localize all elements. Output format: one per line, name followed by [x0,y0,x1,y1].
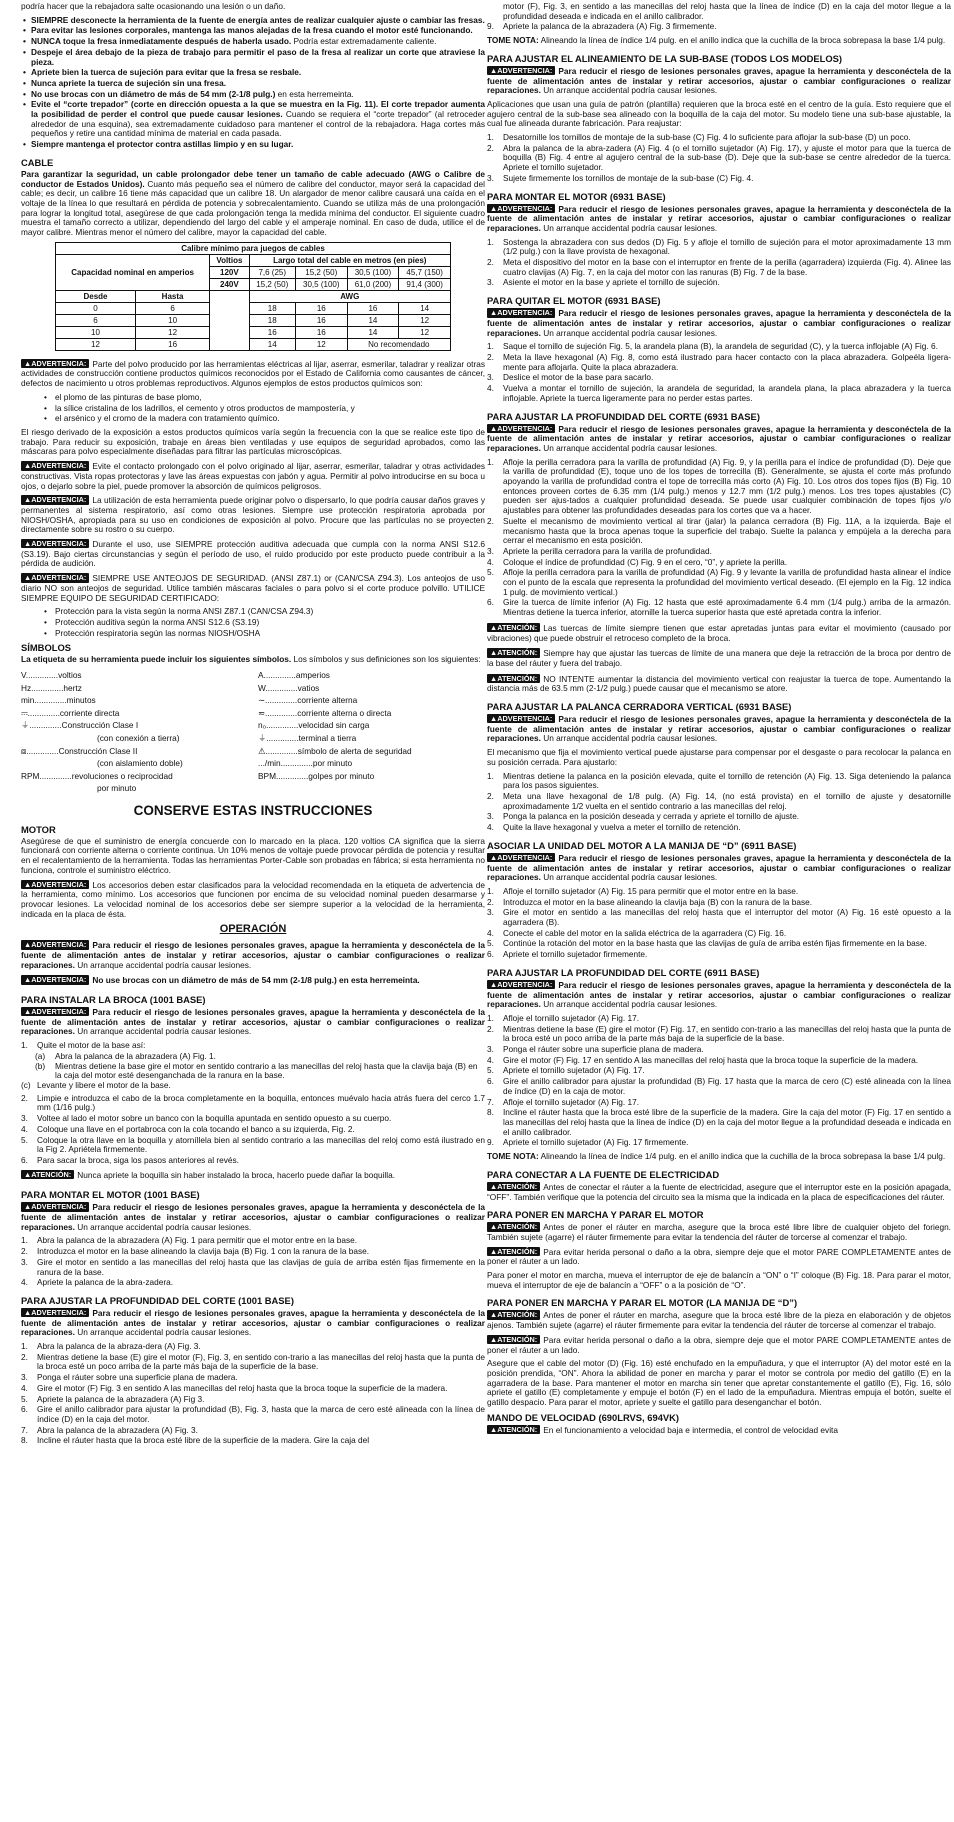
motor-text: Asegúrese de que el suministro de energía concuerde con lo marcado en la placa. 120 voltios CA significa que la sierra funcionará con corriente alterna o corriente continua. Un 10% menos de voltaje puede provocar pérdida de potencia y resultar en el recalentamiento de la herramienta. Todas las herramientas Porter-Cable son probadas en fábrica; si esta herramienta no funciona, controle el suministro eléctrico. [21,835,485,875]
motor-heading: MOTOR [21,823,56,835]
list-item: 1. Afloje el tornillo sujetador (A) Fig. 15 para permitir que el motor entre en la base. [487,885,799,896]
symbol-row: V..............voltios [21,670,82,681]
list-item: 4. Vuelva a montar el tornillo de sujeción, la arandela de seguridad, la arandela plana, la placa abrazadera y la tuerca inflojable. Apriete la tuerca ligeramente para no perder estas partes. [487,383,951,403]
warning-badge: ▲ADVERTENCIA: [487,714,555,723]
list-item: 5. Coloque la otra llave en la boquilla y atorníllela bien al sentido contrario a las manecillas del reloj como está ilustrado en la Fig 2. Apriétela firmemente. [21,1134,485,1155]
caution-power: ▲ATENCIÓN: Antes de conectar el ráuter a la fuente de electricidad, asegure que el interruptor este en la posición apagada, “OFF”. También verifique que la potencia del circuito sea la misma que la indicada en la placa de especificaciones del ráuter. [487,1181,951,1202]
table-cell: 16 [295,302,347,314]
list-item: 9. Apriete el tornillo sujetador (A) Fig. 17 firmemente. [487,1137,689,1148]
warning-badge: ▲ADVERTENCIA: [21,359,89,368]
table-cell: 15,2 (50) [295,266,347,278]
list-item: • SIEMPRE desconecte la herramienta de la fuente de energía antes de realizar cualquier ajuste o cambiar las fresas. [21,16,485,26]
list-item: 7. Abra la palanca de la abrazadera (A) Fig. 3. [21,1424,198,1435]
caution-badge: ▲ATENCIÓN: [487,1310,540,1319]
list-item: 8. Incline el ráuter hasta que la broca esté libre de la superficie de la madera. Gire la caja del [21,1435,370,1446]
warning-disconnect: ▲ADVERTENCIA: Para reducir el riesgo de lesiones personales graves, apague la herramienta y desconéctela de la fuente de alimentación antes de instalar y retirar accesorios, ajustar o cambiar configuraciones o realizar reparaciones. Un arranque accidental podría causar lesiones. [21,940,485,970]
warning-badge: ▲ADVERTENCIA: [487,424,555,433]
list-item: 5. Afloje la perilla cerradora para la varilla de profundidad (A) Fig. 9 y levante la varilla de profundidad hasta alinear el índice con el punto de la escala que representa la profundidad del movimiento vertical deseado. (El ejemplo en la Fig. 12 indica 1 pulg. de movimiento vertical.) [487,567,951,597]
list-item: • Apriete bien la tuerca de sujeción para evitar que la fresa se resbale. [21,68,485,78]
table-120v: 120V [210,266,249,278]
caution-badge: ▲ATENCIÓN: [487,1425,540,1434]
symbol-glyph: Hz [21,682,32,693]
table-cell: 10 [135,314,209,326]
list-item: 3. Ponga el ráuter sobre una superficie plana de madera. [487,1044,704,1055]
depth-6911-steps [487,1014,951,1148]
list-item: 2. Mientras detiene la base (E) gire el motor (F) Fig. 17, en sentido con-trario a las manecillas del reloj hasta que la punta de la broca esté un poco arriba de la parte más baja de la superficie de la base. [487,1023,951,1044]
symbol-glyph: ∼ [258,695,265,706]
caution-retraction: ▲ATENCIÓN: Siempre hay que ajustar las tuercas de límite de una manera que deje la retracción de la broca por dentro de la base del ráuter y fuera del trabajo. [487,648,951,668]
mount-6931-steps [487,238,951,289]
symbol-row: ⚠..............símbolo de alerta de seguridad [258,745,412,756]
symbol-row: ⏚..............terminal a tierra [258,733,357,744]
warning-badge: ▲ADVERTENCIA: [21,1007,89,1016]
warning-disconnect: ▲ADVERTENCIA: Para reducir el riesgo de lesiones personales graves, apague la herramienta y desconéctela de la fuente de alimentación antes de instalar y retirar accesorios, ajustar o cambiar configuraciones o realizar reparaciones. Un arranque accidental podría causar lesiones. [487,423,951,453]
symbol-glyph: ⏚ [21,720,30,731]
warning-bit-size: ▲ADVERTENCIA: No use brocas con un diámetro de más de 54 mm (2-1/8 pulg.) en esta herremeinta. [21,975,485,986]
start-stop-d-text: Asegure que el cable del motor (D) (Fig. 16) esté enchufado en la empuñadura, y que el interruptor (A) del motor esté en la posición prendida, “ON”. Ahora la abilidad de poner en marcha y parar el motor se controla por medio del gatillo (E) en la agarradera de la base. Para mantener el motor en marcha sin tener que apretar constantemente el gatillo (E), Fig. 16, sólo apriete el gatillo (E) completamente y empuje el botón (F) en el lado de la empuñadura. Mientras empuja el botón, suelte el gatillo despacio. Para parar el motor, apriete y suelte el gatillo para desenganchar el botón. [487,1358,951,1408]
operation-title: OPERACIÓN [219,923,287,936]
table-cell: 0 [56,302,136,314]
left-column [21,2,485,1450]
list-item: 4. Gire el motor (F) Fig. 3 en sentido A las manecillas del reloj hasta que la broca toque la superficie de la madera. [21,1382,448,1393]
lever-steps [487,772,951,833]
list-item: 5. Apriete el tornillo sujetador (A) Fig. 17. [487,1065,645,1076]
list-item: 2. Suelte el mecanismo de movimiento vertical al tirar (jalar) la palanca cerradora (B) Fig. 11A, a la izquierda. Baje el mecanismo hasta que la broca apenas toque la superficie del trabajo. Suelte la palanca y empújela a la derecha para cerrar el mecanismo en esta posición. [487,515,951,546]
table-240v: 240V [210,278,249,290]
table-cap-header: Capacidad nominal en amperios [56,254,210,290]
list-item: • NUNCA toque la fresa inmediatamente después de haberla usado. Podría estar extremadamente caliente. [21,37,485,47]
list-item: 2. Introduzca el motor en la base alineando la clavija baja (B) con la ranura de la base. [487,896,813,907]
warning-eyewear: ▲ADVERTENCIA: SIEMPRE USE ANTEOJOS DE SEGURIDAD. (ANSI Z87.1) or (CAN/CSA Z94.3). Los anteojos de uso diario NO son anteojos de seguridad. Utilice también máscaras faciales o para polvo si el corte produce polvillo. UTILICE SIEMPRE EQUIPO DE SEGURIDAD CERTIFICADO: [21,573,485,603]
symbol-row: (con aislamiento doble) [97,758,183,769]
caution-travel: ▲ATENCIÓN: NO INTENTE aumentar la distancia del movimiento vertical con reajustar la tuerca de tope. Aumentando la distancia más de 63.5 mm (2-1/2 pulg.) puede causar que el mecanismo se atore. [487,673,951,694]
table-cell: 14 [249,338,295,350]
symbol-row: ⎓..............corriente directa [21,707,120,718]
list-item: 8. Incline el ráuter hasta que la broca esté libre de la superficie de la madera. Gire la caja del motor (F) Fig. 17 en sentido a las manecillas del reloj hasta que la línea de índice (D) en la caja del motor llegue a la profundidad deseada e indicada en el anillo calibrador. [487,1107,951,1137]
start-stop-heading: PARA PONER EN MARCHA Y PARAR EL MOTOR [487,1209,704,1221]
table-cell: 14 [347,326,399,338]
symbol-glyph: W [258,682,266,693]
list-item: 4. Conecte el cable del motor en la salida eléctrica de la agarradera (C) Fig. 16. [487,927,787,938]
symbol-row: A..............amperios [258,670,330,681]
symbol-glyph: n₀ [258,720,267,731]
remove-6931-steps [487,342,951,403]
list-item: 7. Afloje el tornillo sujetador (A) Fig. 17. [487,1096,640,1107]
table-cell: 12 [56,338,136,350]
power-heading: PARA CONECTAR A LA FUENTE DE ELECTRICIDAD [487,1168,720,1180]
mount-motor-1001-heading: PARA MONTAR EL MOTOR (1001 BASE) [21,1189,200,1201]
table-row [56,302,451,314]
list-item: • Siempre mantenga el protector contra astillas limpio y en su lugar. [21,140,485,150]
list-item: • Protección para la vista según la norma ANSI Z87.1 (CAN/CSA Z94.3) [41,607,485,617]
list-item: 2. Meta la llave hexagonal (A) Fig. 8, como está ilustrado para hacer contacto con la placa abrazadera. Golpeéla ligera-mente para aflojarla. Quite la placa abrazadera. [487,351,951,372]
lever-text: El mecanismo que fija el movimiento vertical puede ajustarse para compensar por el desgaste o para recolocar la palanca en su posición cerrada. Para ajustarlo: [487,747,951,767]
list-item: 2. Meta una llave hexagonal de 1/8 pulg. (A) Fig. 14, (no está provista) en el tornillo de ajuste y desatornille aproximadamente 1/2 vuelta en el sentido contrario a las manecillas del reloj. [487,791,951,811]
list-item: 2. Limpie e introduzca el cabo de la broca completamente en la boquilla, entonces muévalo hacia atrás fuera del cerco 1.7 mm (1/16 pulg.) [21,1092,485,1113]
caution-start: ▲ATENCIÓN: Antes de poner el ráuter en marcha, asegure que la broca esté libre libre de cualquier objeto del foriegn. También sujete (agarre) el ráuter firmemente para evitar la tendencia del ráuter de torcerse al comenzar el trabajo. [487,1222,951,1242]
cable-heading: CABLE [21,156,54,168]
list-item: 4. Coloque el índice de profundidad (C) Fig. 9 en el cero, “0”, y apriete la perilla. [487,556,788,567]
install-bit-steps-cont [21,1081,485,1091]
list-item: 1. Afloje la perilla cerradora para la varilla de profundidad (A) Fig. 9, y la perilla para el índice de profundidad (D). Deje que la varilla de profundidad (E), toque uno de los topes de torrecilla (B). Generalmente, se ajusta el corte más profundo apoyando la varilla de profundidad contra el tope de torrecilla más corto (A) Fig. 10. Los otros dos topes fijos (B) Fig. 10 entonces proveen cortes de 6.35 mm (1/4 pulg.) menos y 12.7 mm (1/2 pulg.) menos. Los tres topes ajustables (C) pueden ser ajus-tados a cualquier profundidad deseada. Se puede usar cualquier combinación de topes fijos y/o ajustables para obtener las profundidades deseadas para los cortes que va a hacer. [487,456,951,516]
install-bit-steps [21,1041,485,1051]
symbol-glyph: ⏚ [258,733,267,744]
symbol-glyph: ⎓ [21,707,28,718]
list-item: • Nunca apriete la tuerca de sujeción sin una fresa. [21,79,485,89]
list-item: 3. Apriete la perilla cerradora para la varilla de profundidad. [487,545,712,556]
warning-dust-contact: ▲ADVERTENCIA: Evite el contacto prolongado con el polvo originado al lijar, aserrar, esmerilar, taladrar y otras actividades constructivas. Vista ropas protectoras y lave las áreas expuestas con jabón y agua. Permitir al polvo introducirse en su boca u ojos, o dejarlo sobre la piel, puede promover la absorción de químicos peligrosos. [21,461,485,491]
start-stop-text: Para poner el motor en marcha, mueva el interruptor de eje de balancín a “ON” o “I” coloque (B) Fig. 18. Para parar el motor, mueva el interruptor de eje de balancín a “OFF” o a la posición de “O”. [487,1270,951,1290]
caution-stop-d: ▲ATENCIÓN: Para evitar herida personal o daño a la obra, siempre deje que el motor PARE COMPLETAMENTE antes de poner el ráuter a un lado. [487,1334,951,1355]
warning-badge: ▲ADVERTENCIA: [21,880,89,889]
warning-disconnect: ▲ADVERTENCIA: Para reducir el riesgo de lesiones personales graves, apague la herramienta y desconéctela de la fuente de alimentación antes de instalar y retirar accesorios, ajustar o cambiar configuraciones o realizar reparaciones. Un arranque accidental podría causar lesiones. [21,1202,485,1232]
subbase-heading: PARA AJUSTAR EL ALINEAMIENTO DE LA SUB-BASE (TODOS LOS MODELOS) [487,52,843,64]
list-item: 3. Ponga el ráuter sobre una superficie plana de madera. [21,1372,238,1383]
warning-disconnect: ▲ADVERTENCIA: Para reducir el riesgo de lesiones personales graves, apague la herramienta y desconéctela de la fuente de alimentación antes de instalar y retirar accesorios, ajustar o cambiar configuraciones o realizar reparaciones. Un arranque accidental podría causar lesiones. [487,65,951,96]
symbol-glyph: min [21,695,35,706]
list-item: 1. Quite el motor de la base así: [21,1040,146,1051]
warning-badge: ▲ADVERTENCIA: [21,495,89,504]
warning-badge: ▲ADVERTENCIA: [21,539,89,548]
list-item: 4. Apriete la palanca de la abra-zadera. [21,1277,174,1288]
depth-1001-steps-cont [487,2,951,32]
list-item: 3. Ponga la palanca en la posición deseada y cerrada y apriete el tornillo de ajuste. [487,811,800,822]
list-item: motor (F), Fig. 3, en sentido a las manecillas del reloj hasta que la línea de índice (D) en la caja del motor llegue a la profundidad deseada e indicada en el anillo calibrador. [503,1,951,21]
symbol-glyph: ≂ [258,707,265,718]
list-item: 1. Abra la palanca de la abrazadera (A) Fig. 1 para permitir que el motor entre en la base. [21,1235,358,1246]
list-item: 4. Quite la llave hexagonal y vuelva a meter el tornillo de retención. [487,822,741,833]
list-item: 6. Gire el anillo calibrador para ajustar la profundidad (B) Fig. 17 hasta que la marca de cero (C) esté alineada con la línea de índice (D) en la caja de motor. [487,1076,951,1096]
risk-text: El riesgo derivado de la exposición a estos productos químicos varía según la frecuencia con la que se realice este tipo de trabajo. Para reducir su exposición, trabaje en áreas bien ventiladas y use equipos de seguridad aprobados, como las máscaras para polvo especialmente diseñadas para filtrar las partículas microscópicas. [21,426,485,457]
warning-disconnect: ▲ADVERTENCIA: Para reducir el riesgo de lesiones personales graves, apague la herramienta y desconéctela de la fuente de alimentación antes de instalar y retirar accesorios, ajustar o cambiar configuraciones o realizar reparaciones. Un arranque accidental podría causar lesiones. [487,308,951,338]
list-item: • Protección auditiva según la norma ANSI S12.6 (S3.19) [41,618,485,628]
table-cell: 16 [295,314,347,326]
list-item: • el plomo de las pinturas de base plomo, [41,393,485,403]
install-substeps [35,1052,485,1081]
warning-badge: ▲ADVERTENCIA: [487,980,555,989]
table-cell: 16 [135,338,209,350]
table-cell: 30,5 (100) [295,278,347,290]
list-item: 3. Gire el motor en sentido a las manecillas del reloj hasta que el interruptor del motor (A) Fig. 16 esté opuesto a la agarradera (B). [487,907,951,928]
list-item: 5. Continúe la rotación del motor en la base hasta que las clavijas de guía de arriba estén fijas firmemente en la base. [487,938,927,949]
list-item: 1. Afloje el tornillo sujetador (A) Fig. 17. [487,1012,640,1023]
table-volts-header: Voltios [210,254,249,266]
intro-text: podría hacer que la rebajadora salte ocasionando una lesión o un daño. [21,1,286,11]
lever-heading: PARA AJUSTAR LA PALANCA CERRADORA VERTICAL (6931 BASE) [487,701,792,713]
warning-badge: ▲ADVERTENCIA: [21,1308,89,1317]
list-item: 6. Gire la tuerca de límite inferior (A) Fig. 12 hasta que esté aproximadamente 6.4 mm (1/4 pulg.) arriba de la armazón. Mientras detiene la tuerca inferior, atornille la tuerca superior hasta que esté apretada contra la inferior. [487,597,951,618]
warning-badge: ▲ADVERTENCIA: [487,204,555,213]
warning-disconnect: ▲ADVERTENCIA: Para reducir el riesgo de lesiones personales graves, apague la herramienta y desconéctela de la fuente de alimentación antes de instalar y retirar accesorios, ajustar o cambiar configuraciones o realizar reparaciones. Un arranque accidental podría causar lesiones. [21,1307,485,1338]
warning-badge: ▲ADVERTENCIA: [21,975,89,984]
list-item: • Despeje el área debajo de la pieza de trabajo para permitir el paso de la fresa al realizar un corte que atraviese la pieza. [21,48,485,67]
symbol-row: ⧈..............Construcción Clase II [21,745,138,756]
symbol-row: por minuto [97,783,137,794]
note-index: TOME NOTA: Alineando la línea de índice 1/4 pulg. en el anillo indica que la cuchilla de la broca sobrepasa la base 1/4 pulg. [487,35,946,46]
depth-1001-heading: PARA AJUSTAR LA PROFUNDIDAD DEL CORTE (1001 BASE) [21,1294,294,1306]
remove-6931-heading: PARA QUITAR EL MOTOR (6931 BASE) [487,295,661,307]
d-handle-heading: ASOCIAR LA UNIDAD DEL MOTOR A LA MANIJA DE “D” (6911 BASE) [487,839,797,851]
list-item: • el arsénico y el cromo de la madera con tratamiento químico. [41,414,485,424]
cable-text: Para garantizar la seguridad, un cable prolongador debe tener un tamaño de cable adecuado (AWG o Calibre de conductor de Estados Unidos). Cuanto más pequeño sea el número de calibre del conductor, mayor será la capacidad del cable; es decir, un calibre 16 tiene más capacidad que un calibre 18. Un alargador de menor calibre causará una caída en el voltaje de la línea lo que resultará en pérdida de potencia y sobrecalentamiento. Cuando se utiliza más de una prolongación para lograr la longitud total, asegúrese de que cada prolongación tenga la medida mínima del conductor. El siguiente cuadro muestra el tamaño correcto a utilizar, dependiendo del largo del cable y el amperaje nominal. En caso de duda, utilice el de mayor calibre. Mientras menor el número del calibre, mayor la capacidad del cable. [21,168,485,238]
list-item: (a) Abra la palanca de la abrazadera (A) Fig. 1. [35,1050,216,1061]
list-item: • Evite el “corte trepador” (corte en dirección opuesta a la que se muestra en la Fig. 11). El corte trepador aumenta la posibilidad de perder el control que puede causar lesiones. Cuando se requiera el “corte trepador” (al retroceder alrededor de una esquina), sea extremadamente cuidadoso para mantener el control de la rebajadora. Haga cortes más pequeños y retire una cantidad mínima de material en cada pasada. [21,100,485,139]
warning-disconnect: ▲ADVERTENCIA: Para reducir el riesgo de lesiones personales graves, apague la herramienta y desconéctela de la fuente de alimentación antes de instalar y retirar accesorios, ajustar o cambiar configuraciones o realizar reparaciones. Un arranque accidental podría causar lesiones. [487,979,951,1010]
symbols-grid [21,669,485,795]
symbol-row: BPM..............golpes por minuto [258,770,375,781]
list-item: 1. Sostenga la abrazadera con sus dedos (D) Fig. 5 y afloje el tornillo de sujeción para el motor aproximadamente 13 mm (1/2 pulg.) con la llave provista de hexagonal. [487,236,951,257]
warning-chemicals: ▲ADVERTENCIA: Parte del polvo producido por las herramientas eléctricas al lijar, aserrar, esmerilar, taladrar y realizar otras actividades de construcción contiene productos químicos reconocidos por el Estado de California como causantes de cáncer, defectos de nacimiento u otros problemas reproductivos. Algunos ejemplos de estos productos químicos son: [21,358,485,389]
warning-badge: ▲ADVERTENCIA: [21,461,89,470]
symbol-row: ≂..............corriente alterna o directa [258,707,392,718]
list-item: 3. Gire el motor en sentido a las manecillas del reloj hasta que las clavijas de guía de arriba estén fijas firmemente en la ranura de la base. [21,1256,485,1277]
symbol-glyph: .../min [258,758,281,769]
list-item: 3. Deslice el motor de la base para sacarlo. [487,372,654,383]
symbol-row: .../min..............por minuto [258,758,353,769]
table-cell: 18 [249,314,295,326]
warning-respiratory: ▲ADVERTENCIA: La utilización de esta herramienta puede originar polvo o dispersarlo, lo que podría causar daños graves y permanentes al sistema respiratorio, así como otras lesiones. Siempre use protección respiratoria aprobada por NIOSH/OSHA, apropiada para su uso en condiciones de exposición al polvo. Procure que las partículas no se proyecten directamente sobre su rostro o su cuerpo. [21,495,485,535]
depth-6931-heading: PARA AJUSTAR LA PROFUNDIDAD DEL CORTE (6931 BASE) [487,410,760,422]
table-row [56,326,451,338]
table-cell: 14 [399,302,451,314]
warning-accessories: ▲ADVERTENCIA: Los accesorios deben estar clasificados para la velocidad recomendada en la etiqueta de advertencia de la herramienta, como mínimo. Los accesorios que funcionen por encima de su velocidad nominal pueden desarmarse y provocar lesiones. La velocidad nominal de los accesorios debe ser siempre superior a la velocidad de la herramienta, indicada en la placa de ésta. [21,879,485,919]
list-item: 3. Asiente el motor en la base y apriete el tornillo de sujeción. [487,277,720,288]
symbol-row: (con conexión a tierra) [97,733,180,744]
symbol-glyph: ⚠ [258,745,266,756]
symbols-intro: La etiqueta de su herramienta puede incluir los siguientes símbolos. Los símbolos y sus definiciones son los siguientes: [21,654,481,665]
caution-start-d: ▲ATENCIÓN: Antes de poner el ráuter en marcha, asegure que la broca esté libre de la pieza en elaboración y de objetos ajenos. También sujete (agarre) el ráuter firmemente para evitar la tendencia del ráuter de torcerse al comenzar el trabajo. [487,1310,951,1331]
caution-badge: ▲ATENCIÓN: [487,1335,540,1344]
table-cell: 12 [399,326,451,338]
mount-motor-1001-steps [21,1236,485,1288]
table-cell: 12 [399,314,451,326]
symbol-row: min..............minutos [21,695,96,706]
table-cell: 16 [249,326,295,338]
list-item: • No use brocas con un diámetro de más de 54 mm (2-1/8 pulg.) en esta herremeinta. [21,90,485,100]
d-handle-steps [487,887,951,960]
list-item: • Protección respiratoria según las normas NIOSH/OSHA [41,629,485,639]
speed-control-heading: MANDO DE VELOCIDAD (690LRVS, 694VK) [487,1411,680,1423]
symbol-row: Hz..............hertz [21,682,82,693]
list-item: 4. Gire el motor (F) Fig. 17 en sentido A las manecillas del reloj hasta que la broca toque la superficie de la madera. [487,1054,919,1065]
caution-badge: ▲ATENCIÓN: [487,1182,540,1191]
install-bit-heading: PARA INSTALAR LA BROCA (1001 BASE) [21,994,206,1006]
symbol-row: RPM..............revoluciones o reciprocidad [21,770,173,781]
list-item: 5. Apriete la palanca de la abrazadera (A) Fig 3. [21,1393,205,1404]
safety-bullets [21,16,485,150]
list-item: 6. Para sacar la broca, siga los pasos anteriores al revés. [21,1154,239,1165]
subbase-text: Aplicaciones que usan una guía de patrón (plantilla) requieren que la broca esté en el centro de la guía. Esto requiere que el agujero central de la sub-base sea alineado con la boquilla de la caja del motor. Su modelo tiene una sub-base ajustable, la cual fue alineada durante fabricación. Para reajustar: [487,98,951,129]
table-cell: 61,0 (200) [347,278,399,290]
warning-disconnect: ▲ADVERTENCIA: Para reducir el riesgo de lesiones personales graves, apague la herramienta y desconéctela de la fuente de alimentación antes de instalar y retirar accesorios, ajustar o cambiar configuraciones o realizar reparaciones. Un arranque accidental podría causar lesiones. [487,852,951,883]
table-cell: 14 [347,314,399,326]
list-item: 3. Voltee al lado el motor sobre un banco con la boquilla apuntada en sentido opuesto a su cuerpo. [21,1113,392,1124]
table-length-header: Largo total del cable en metros (en pies) [249,254,450,266]
list-item: 3. Sujete firmemente los tornillos de montaje de la sub-base (C) Fig. 4. [487,172,754,183]
symbol-glyph: V [21,670,26,681]
depth-1001-steps [21,1342,485,1446]
table-cell: 12 [135,326,209,338]
caution-collet: ▲ATENCIÓN: Nunca apriete la boquilla sin haber instalado la broca, hacerlo puede dañar la boquilla. [21,1170,485,1181]
caution-badge: ▲ATENCIÓN: [21,1170,74,1179]
symbol-row: ⏚..............Construcción Clase I [21,720,139,731]
table-cell: 15,2 (50) [249,278,295,290]
symbol-row: ∼..............corriente alterna [258,695,358,706]
conserve-title: CONSERVE ESTAS INSTRUCCIONES [133,802,373,818]
caution-badge: ▲ATENCIÓN: [487,1222,540,1231]
list-item: 6. Gire el anillo calibrador para ajustar la profundidad (B), Fig. 3, hasta que la marca de cero esté alineada con la línea de índice (D) en la caja del motor. [21,1404,485,1424]
caution-speed: ▲ATENCIÓN: En el funcionamiento a velocidad baja e intermedia, el control de velocidad evita [487,1425,951,1436]
caution-limit-nuts: ▲ATENCIÓN: Las tuercas de límite siempre tienen que estar apretadas juntas para evitar el movimiento (causado por vibraciones) que puede obstruir el retroceso completo de la broca. [487,622,951,643]
list-item: 2. Mientras detiene la base (E) gire el motor (F), Fig. 3, en sentido con-trario a las manecillas del reloj hasta que la punta de la broca esté un poco arriba de la parte más baja de la superficie de la base. [21,1351,485,1372]
symbols-heading: SÍMBOLOS [21,642,72,654]
table-title: Calibre mínimo para juegos de cables [56,242,451,254]
warning-badge: ▲ADVERTENCIA: [21,573,89,582]
depth-6931-steps [487,458,951,618]
table-row [56,338,451,350]
list-item: 2. Abra la palanca de la abra-zadera (A) Fig. 4 (o el tornillo sujetador (A) Fig. 17), y ajuste el motor para que la tuerca de boquilla (B) Fig. 4 entre al agujero central de la sub-base (D). Deje que la sub-base se centre alrededor de la tuerca. Apriete el tornillo sujetador. [487,142,951,173]
warning-hearing: ▲ADVERTENCIA: Durante el uso, use SIEMPRE protección auditiva adecuada que cumpla con la norma ANSI S12.6 (S3.19). Bajo ciertas circunstancias y según el período de uso, el ruido producido por este producto puede contribuir a la pérdida de audición. [21,539,485,569]
list-item: 4. Coloque una llave en el portabroca con la cola tocando el banco a su izquierda, Fig. 2. [21,1123,355,1134]
warning-badge: ▲ADVERTENCIA: [487,66,555,75]
warning-badge: ▲ADVERTENCIA: [21,940,89,949]
install-bit-steps-rest [21,1094,485,1166]
table-cell: 91,4 (300) [399,278,451,290]
mount-6931-heading: PARA MONTAR EL MOTOR (6931 BASE) [487,190,666,202]
list-item: 2. Meta el dispositivo del motor en la base con el interruptor en frente de la perilla (agarradera) izquierda (Fig. 4). Alinee las cuatro clavijas (A) Fig. 7, en la caja del motor con las ranuras (B) Fig. 7 de la base. [487,257,951,277]
symbol-glyph: ⧈ [21,745,27,756]
table-cell: 30,5 (100) [347,266,399,278]
list-item: 9. Apriete la palanca de la abrazadera (A) Fig. 3 firmemente. [487,21,717,32]
list-item: 2. Introduzca el motor en la base alineando la clavija baja (B) Fig. 1 con la ranura de la base. [21,1246,370,1257]
right-column [487,2,951,1439]
table-cell: 18 [249,302,295,314]
list-item: (c) Levante y libere el motor de la base. [21,1079,171,1090]
table-cell: 6 [56,314,136,326]
warning-disconnect: ▲ADVERTENCIA: Para reducir el riesgo de lesiones personales graves, apague la herramienta y desconéctela de la fuente de alimentación antes de instalar y retirar accesorios, ajustar o cambiar configuraciones o realizar reparaciones. Un arranque accidental podría causar lesiones. [487,714,951,744]
list-item: • Para evitar las lesiones corporales, mantenga las manos alejadas de la fresa cuando el motor esté funcionando. [21,26,485,36]
warning-badge: ▲ADVERTENCIA: [21,1202,89,1211]
start-stop-d-heading: PARA PONER EN MARCHA Y PARAR EL MOTOR (LA MANIJA DE “D”) [487,1297,798,1309]
chemicals-list [41,393,485,424]
table-cell: 16 [295,326,347,338]
note-index-2: TOME NOTA: Alineando la línea de índice 1/4 pulg. en el anillo indica que la cuchilla de la broca sobrepasa la base 1/4 pulg. [487,1151,946,1162]
warning-badge: ▲ADVERTENCIA: [487,308,555,317]
table-row [56,314,451,326]
cable-gauge-table [55,242,451,351]
safety-equipment-list [41,607,485,638]
warning-disconnect: ▲ADVERTENCIA: Para reducir el riesgo de lesiones personales graves, apague la herramienta y desconéctela de la fuente de alimentación antes de instalar y retirar accesorios, ajustar o cambiar configuraciones o realizar reparaciones. Un arranque accidental podría causar lesiones. [21,1007,485,1037]
warning-disconnect: ▲ADVERTENCIA: Para reducir el riesgo de lesiones personales graves, apague la herramienta y desconéctela de la fuente de alimentación antes de instalar y retirar accesorios, ajustar o cambiar configuraciones o realizar reparaciones. Un arranque accidental podría causar lesiones. [487,203,951,233]
list-item: 6. Apriete el tornillo sujetador firmemente. [487,949,648,960]
symbol-glyph: A [258,670,264,681]
list-item: (b) Mientras detiene la base gire el motor en sentido contrario a las manecillas del reloj hasta que la clavija baja (B) en la caja del motor esté desenganchada de la ranura en la base. [35,1060,478,1081]
caution-badge: ▲ATENCIÓN: [487,674,540,683]
table-cell: 10 [56,326,136,338]
list-item: 1. Abra la palanca de la abraza-dera (A) Fig. 3. [21,1341,201,1352]
table-cell: 45,7 (150) [399,266,451,278]
table-cell: 6 [135,302,209,314]
table-cell: 12 [295,338,347,350]
caution-badge: ▲ATENCIÓN: [487,648,540,657]
caution-stop: ▲ATENCIÓN: Para evitar herida personal o daño a la obra, siempre deje que el motor PARE COMPLETAMENTE antes de poner el ráuter a un lado. [487,1246,951,1267]
caution-badge: ▲ATENCIÓN: [487,623,540,632]
caution-badge: ▲ATENCIÓN: [487,1247,540,1256]
table-cell: No recomendado [347,338,450,350]
list-item: 1. Desatornille los tornillos de montaje de la sub-base (C) Fig. 4 lo suficiente para aflojar la sub-base (D) un poco. [487,132,911,143]
symbol-row: W..............vatios [258,682,320,693]
table-cell: 7,6 (25) [249,266,295,278]
table-from-header: Desde [56,290,136,302]
subbase-steps [487,133,951,184]
symbol-row: n₀..............velocidad sin carga [258,720,370,731]
list-item: 1. Mientras detiene la palanca en la posición elevada, quite el tornillo de retención (A) Fig. 13. Siga deteniendo la palanca para los pasos siguientes. [487,770,951,791]
table-awg-header: AWG [249,290,450,302]
symbol-glyph: BPM [258,770,276,781]
symbol-glyph: RPM [21,770,40,781]
warning-badge: ▲ADVERTENCIA: [487,853,555,862]
depth-6911-heading: PARA AJUSTAR LA PROFUNDIDAD DEL CORTE (6911 BASE) [487,966,760,978]
list-item: • la sílice cristalina de los ladrillos, el cemento y otros productos de mampostería, y [41,404,485,414]
list-item: 1. Saque el tornillo de sujeción Fig. 5, la arandela plana (B), la arandela de seguridad (C), y la tuerca inflojable (A) Fig. 6. [487,341,938,352]
table-cell: 16 [347,302,399,314]
table-to-header: Hasta [135,290,209,302]
